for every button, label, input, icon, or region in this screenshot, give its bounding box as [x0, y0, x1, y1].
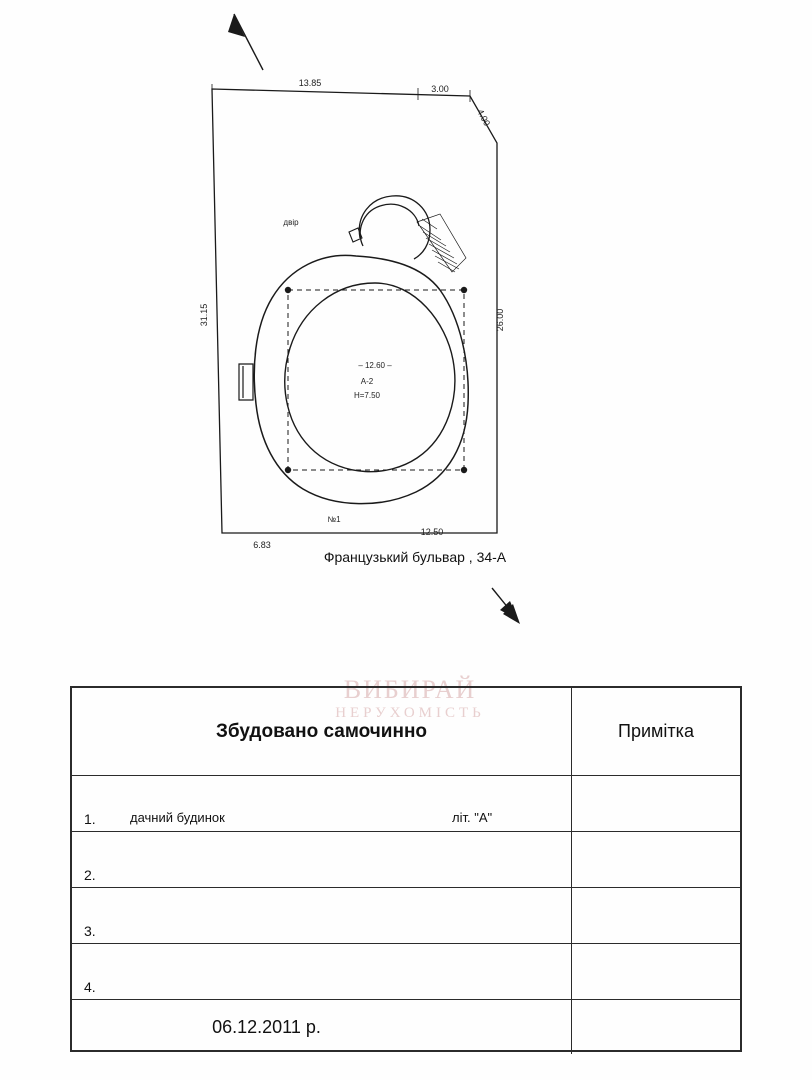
row-letter: літ. "А" [452, 810, 493, 825]
row-note [572, 944, 740, 999]
north-arrow-icon [228, 14, 263, 70]
yard-label: двір [283, 218, 299, 227]
dimension-left-side: 31.15 [199, 303, 209, 327]
measured-rectangle [288, 290, 464, 470]
watermark-line2: НЕРУХОМІСТЬ [335, 704, 485, 721]
document-date: 06.12.2011 р. [72, 1000, 572, 1054]
row-description: дачний будинок [130, 810, 225, 825]
building-number-label: №1 [327, 515, 341, 524]
building-height-label: H=7.50 [353, 391, 381, 400]
table-date-row [72, 1000, 740, 1054]
table-row [72, 888, 740, 944]
row-number: 3. [84, 923, 96, 939]
watermark-line1: ВИБИРАЙ [343, 675, 477, 704]
dimension-right-side: 26.00 [495, 308, 505, 332]
row-note [572, 832, 740, 887]
building-width-label: – 12.60 – [358, 361, 392, 370]
parcel-boundary [212, 89, 497, 533]
dimension-bottom-right: 12.50 [420, 527, 444, 537]
row-note [572, 888, 740, 943]
corner-points [285, 287, 467, 473]
table-header-left: Збудовано самочинно [72, 688, 572, 775]
dimension-top-right: 4.00 [475, 107, 493, 128]
row-number: 4. [84, 979, 96, 995]
row-note [572, 776, 740, 831]
table-row [72, 776, 740, 832]
dimension-bottom-left: 6.83 [253, 540, 271, 550]
dimension-top-left: 13.85 [298, 78, 322, 88]
building-labels [354, 361, 392, 400]
row-number: 2. [84, 867, 96, 883]
building-floors-label: A-2 [360, 377, 374, 386]
left-annex [239, 364, 253, 400]
terrace-hatch [417, 214, 466, 272]
table-header-right: Примітка [618, 721, 694, 741]
table-header-row [72, 688, 740, 776]
dimension-top-mid: 3.00 [431, 84, 449, 94]
tower-outline [359, 196, 430, 259]
date-note [572, 1000, 740, 1054]
table-row [72, 944, 740, 1000]
street-address-label: Французький бульвар , 34-А [323, 549, 507, 565]
table-row [72, 832, 740, 888]
self-built-table [70, 686, 742, 1052]
row-number: 1. [84, 811, 96, 827]
direction-arrow-icon [492, 588, 520, 624]
